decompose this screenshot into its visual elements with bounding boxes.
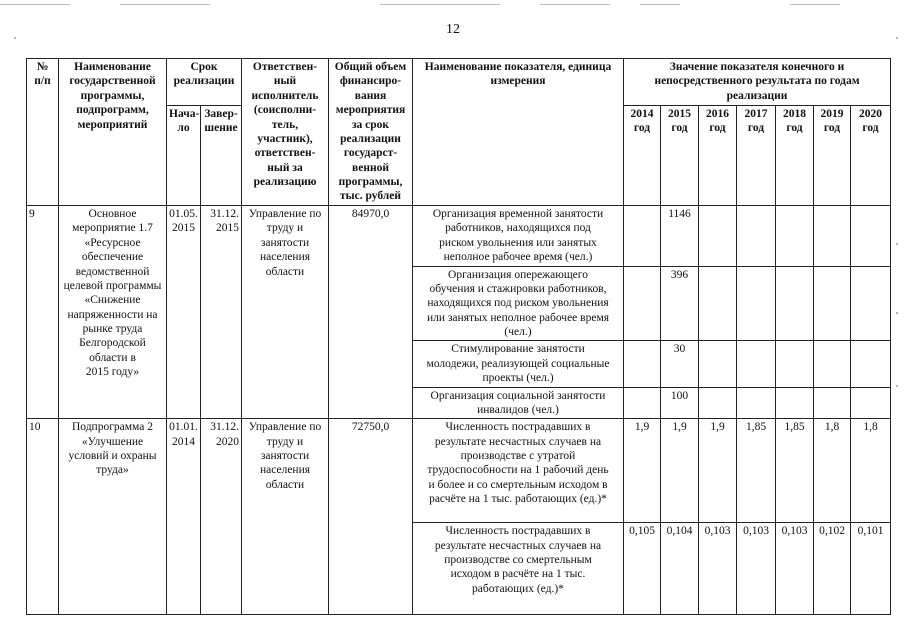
header-funding: Общий объем финансиро- вания мероприятия за срок реализации государст- венной программы, тыс. рублей	[329, 59, 413, 206]
row-num: 10	[27, 419, 59, 615]
program-table	[26, 58, 891, 615]
indicator-value	[776, 206, 814, 267]
page-number: 12	[446, 22, 460, 37]
indicator-value: 30	[661, 341, 699, 387]
indicator-value: 0,103	[737, 523, 776, 615]
indicator-value: 1,85	[776, 419, 814, 523]
indicator-value	[776, 387, 814, 419]
indicator-value: 1146	[661, 206, 699, 267]
indicator-value	[851, 266, 891, 341]
indicator-value: 396	[661, 266, 699, 341]
indicator-value	[624, 341, 661, 387]
header-end: Завер- шение	[201, 106, 242, 206]
indicator-value: 0,103	[699, 523, 737, 615]
header-start: Нача- ло	[167, 106, 201, 206]
scan-artifact-line	[120, 4, 210, 5]
indicator-value: 1,85	[737, 419, 776, 523]
scan-artifact-line	[640, 4, 680, 5]
header-year-2020: 2020 год	[851, 106, 891, 206]
indicator-value: 0,103	[776, 523, 814, 615]
indicator-value	[814, 206, 851, 267]
scan-artifact-line	[540, 4, 610, 5]
scan-artifact-dot	[896, 243, 898, 245]
indicator-value	[776, 266, 814, 341]
row-funding: 84970,0	[329, 206, 413, 419]
indicator-value	[737, 206, 776, 267]
indicator-value: 1,9	[699, 419, 737, 523]
row-name: Подпрограмма 2 «Улучшение условий и охраны труда»	[59, 419, 167, 615]
indicator-value	[851, 341, 891, 387]
scan-artifact-dot	[896, 37, 898, 39]
indicator-name: Численность пострадавших в результате несчастных случаев на производстве со смертельным исходом в расчёте на 1 тыс. работающих (ед.)*	[413, 523, 624, 615]
indicator-value	[699, 341, 737, 387]
header-name: Наименование государственной программы, подпрограмм, мероприятий	[59, 59, 167, 206]
indicator-name: Численность пострадавших в результате несчастных случаев на производстве с утратой трудоспособности на 1 рабочий день и более и со смертельным исходом в расчёте на 1 тыс. работающих (ед.)*	[413, 419, 624, 523]
scan-artifact-dot	[896, 385, 898, 387]
indicator-value: 0,101	[851, 523, 891, 615]
header-indicator: Наименование показателя, единица измерения	[413, 59, 624, 206]
scan-artifact-line	[380, 4, 500, 5]
indicator-value: 1,9	[661, 419, 699, 523]
indicator-name: Организация опережающего обучения и стажировки работников, находящихся под риском увольнения или занятых неполное рабочее время (чел.)	[413, 266, 624, 341]
row-end: 31.12. 2015	[201, 206, 242, 419]
indicator-value	[699, 206, 737, 267]
scan-artifact-line	[790, 4, 840, 5]
row-end: 31.12. 2020	[201, 419, 242, 615]
row-responsible: Управление по труду и занятости населения области	[242, 206, 329, 419]
row-name: Основное мероприятие 1.7 «Ресурсное обеспечение ведомственной целевой программы «Снижение напряженности на рынке труда Белгородской области в 2015 году»	[59, 206, 167, 419]
row-start: 01.05. 2015	[167, 206, 201, 419]
header-year-2017: 2017 год	[737, 106, 776, 206]
indicator-value: 1,9	[624, 419, 661, 523]
indicator-name: Организация временной занятости работников, находящихся под риском увольнения или занятых неполное рабочее время (чел.)	[413, 206, 624, 267]
table-row	[27, 419, 891, 523]
header-year-2018: 2018 год	[776, 106, 814, 206]
indicator-value	[851, 387, 891, 419]
indicator-value	[814, 387, 851, 419]
indicator-value	[624, 387, 661, 419]
indicator-value	[699, 387, 737, 419]
indicator-value	[624, 266, 661, 341]
header-year-2016: 2016 год	[699, 106, 737, 206]
scan-artifact-line	[0, 4, 70, 5]
indicator-value	[776, 341, 814, 387]
header-responsible: Ответствен- ный исполнитель (соисполни- тель, участник), ответствен- ный за реализацию	[242, 59, 329, 206]
indicator-value: 100	[661, 387, 699, 419]
indicator-value	[699, 266, 737, 341]
indicator-name: Организация социальной занятости инвалидов (чел.)	[413, 387, 624, 419]
indicator-value	[737, 341, 776, 387]
header-year-2019: 2019 год	[814, 106, 851, 206]
table-row	[27, 206, 891, 267]
indicator-value: 0,105	[624, 523, 661, 615]
header-row	[27, 59, 891, 106]
indicator-value	[851, 206, 891, 267]
indicator-value: 0,104	[661, 523, 699, 615]
scan-artifact-dot	[896, 312, 898, 314]
row-start: 01.01. 2014	[167, 419, 201, 615]
header-term: Срок реализации	[167, 59, 242, 106]
indicator-value	[814, 341, 851, 387]
row-funding: 72750,0	[329, 419, 413, 615]
row-responsible: Управление по труду и занятости населения области	[242, 419, 329, 615]
indicator-value	[737, 266, 776, 341]
indicator-value: 1,8	[851, 419, 891, 523]
header-year-2015: 2015 год	[661, 106, 699, 206]
indicator-value	[737, 387, 776, 419]
indicator-value: 0,102	[814, 523, 851, 615]
indicator-value	[814, 266, 851, 341]
header-values: Значение показателя конечного и непосредственного результата по годам реализации	[624, 59, 891, 106]
header-num: № п/п	[27, 59, 59, 206]
indicator-name: Стимулирование занятости молодежи, реализующей социальные проекты (чел.)	[413, 341, 624, 387]
indicator-value	[624, 206, 661, 267]
header-year-2014: 2014 год	[624, 106, 661, 206]
scan-artifact-dot	[14, 37, 16, 39]
row-num: 9	[27, 206, 59, 419]
indicator-value: 1,8	[814, 419, 851, 523]
